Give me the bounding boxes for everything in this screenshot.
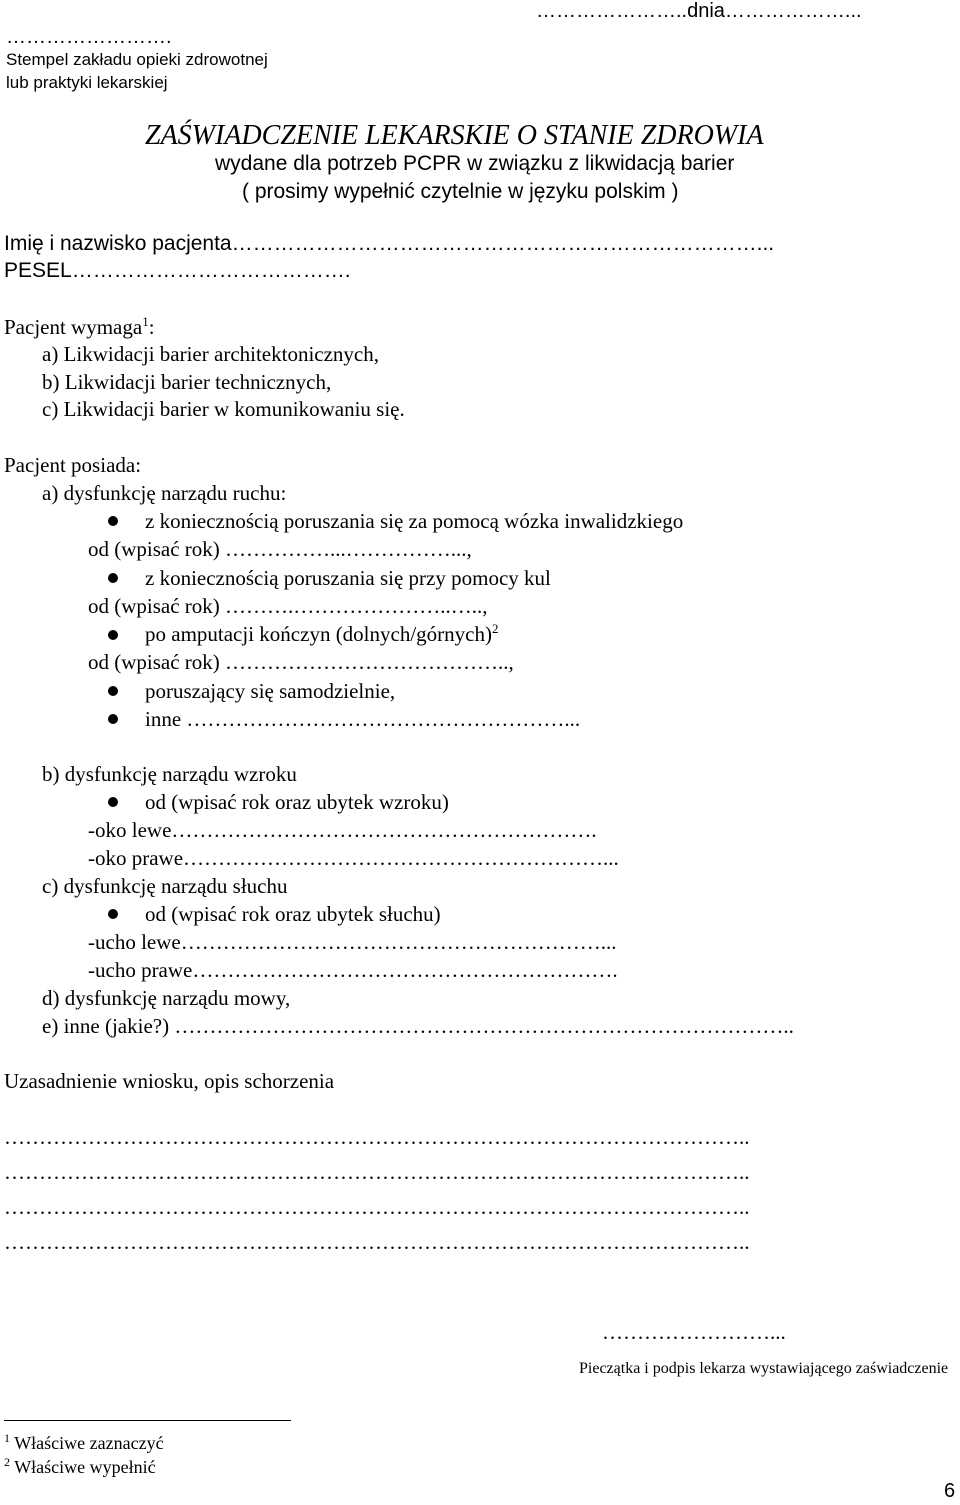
needs-item-architectural[interactable]: a) Likwidacji barier architektonicznych, [42,342,380,366]
has-heading: Pacjent posiada: [4,453,142,477]
needs-heading [4,315,155,339]
has-a5-other[interactable]: inne ………………………………………………... [145,707,581,731]
has-c-hearing[interactable]: c) dysfunkcję narządu słuchu [42,874,288,898]
has-a2-year-field[interactable]: od (wpisać rok) ……….…………………..….., [88,594,488,618]
bullet-icon [108,516,118,526]
right-ear-field[interactable]: -ucho prawe……………………………………………………. [88,958,618,982]
stamp-label-line1: Stempel zakładu opieki zdrowotnej [6,50,268,69]
justification-line[interactable]: …………………………………………………………………………………………….. [4,1230,750,1254]
stamp-dots: ……………………. [6,26,172,48]
justification-heading: Uzasadnienie wniosku, opis schorzenia [4,1069,335,1093]
bullet-icon [108,630,118,640]
bullet-icon [108,797,118,807]
right-eye-field[interactable]: -oko prawe……………………………………………………... [88,846,619,870]
has-a3-text: po amputacji kończyn (dolnych/górnych) [145,622,492,646]
has-a3-year-field[interactable]: od (wpisać rok) ………………………………….., [88,650,514,674]
document-subtitle: wydane dla potrzeb PCPR w związku z likwidacją barier [215,152,735,175]
bullet-icon [108,714,118,724]
left-eye-field[interactable]: -oko lewe……………………………………………………. [88,818,597,842]
footnote-1-number: 1 [4,1431,10,1445]
document-title: ZAŚWIADCZENIE LEKARSKIE O STANIE ZDROWIA [145,120,764,151]
footnote-ref-2: 2 [491,621,499,636]
patient-name-field[interactable]: Imię i nazwisko pacjenta…………………………………………………………………... [4,232,775,255]
footnote-separator [4,1420,291,1421]
justification-line[interactable]: …………………………………………………………………………………………….. [4,1125,750,1149]
has-b1-since[interactable]: od (wpisać rok oraz ubytek wzroku) [145,790,449,814]
date-line: …………………..dnia………………... [536,0,862,22]
footnote-2-number: 2 [4,1455,10,1469]
has-d-speech[interactable]: d) dysfunkcję narządu mowy, [42,986,291,1010]
page-number: 6 [944,1480,956,1502]
has-a-motor[interactable]: a) dysfunkcję narządu ruchu: [42,481,287,505]
bullet-icon [108,573,118,583]
signature-line[interactable]: ……………………... [602,1320,786,1344]
has-e-other[interactable]: e) inne (jakie?) …………………………………………………………………………….. [42,1014,794,1038]
needs-heading-text: Pacjent wymaga [4,315,143,339]
fill-instruction: ( prosimy wypełnić czytelnie w języku polskim ) [242,180,679,203]
needs-heading-colon: : [148,315,155,339]
stamp-label-line2: lub praktyki lekarskiej [6,73,168,92]
has-a4-independent[interactable]: poruszający się samodzielnie, [145,679,396,703]
left-ear-field[interactable]: -ucho lewe……………………………………………………... [88,930,617,954]
has-a1-year-field[interactable]: od (wpisać rok) ……………...……………..., [88,537,472,561]
justification-line[interactable]: …………………………………………………………………………………………….. [4,1195,750,1219]
has-a2-crutches[interactable]: z koniecznością poruszania się przy pomocy kul [145,566,551,590]
bullet-icon [108,686,118,696]
footnote-2-text: Właściwe wypełnić [14,1457,156,1477]
footnote-1-text: Właściwe zaznaczyć [14,1433,164,1453]
has-b-vision[interactable]: b) dysfunkcję narządu wzroku [42,762,297,786]
signature-label: Pieczątka i podpis lekarza wystawiającego zaświadczenie [579,1360,949,1377]
has-a3-amputation[interactable] [145,622,498,646]
needs-item-technical[interactable]: b) Likwidacji barier technicznych, [42,370,332,394]
footnote-1 [4,1433,164,1454]
justification-line[interactable]: …………………………………………………………………………………………….. [4,1160,750,1184]
pesel-field[interactable]: PESEL…………………………………. [4,259,351,282]
needs-item-communication[interactable]: c) Likwidacji barier w komunikowaniu się. [42,397,405,421]
footnote-ref-1: 1 [142,314,149,329]
has-a1-wheelchair[interactable]: z koniecznością poruszania się za pomocą wózka inwalidzkiego [145,509,684,533]
footnote-2 [4,1457,156,1478]
bullet-icon [108,909,118,919]
has-c1-since[interactable]: od (wpisać rok oraz ubytek słuchu) [145,902,441,926]
